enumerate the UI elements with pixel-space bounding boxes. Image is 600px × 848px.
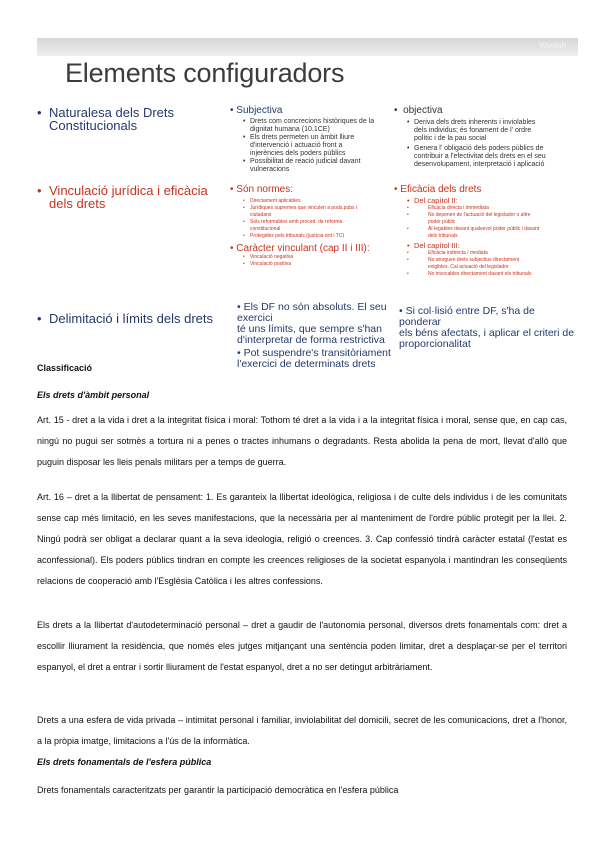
subjectiva-heading: • Subjectiva [230, 105, 283, 116]
eficacia-block [394, 184, 578, 278]
cap3-bullet: • Eficàcia indirecta / mediata [394, 250, 578, 257]
paragraph-art15: Art. 15 - dret a la vida i dret a la integritat física i moral: Tothom té dret a la vida i a la integritat física i moral, sense que, en cap cas, ningú no pugui ser sotmès a tortura ni a penes o tractes inhumans o degradants. Resta abolida la pena de mort, llevat d'allò que puguin disposar les lleis penals militars per a temps de guerra. [37, 415, 567, 467]
limits-bullet: • Pot suspendre's transitòriament l'exercici de determinats drets [237, 347, 391, 370]
section-esfera-publica: Els drets fonamentals de l'esfera pública [37, 757, 212, 767]
son-normes-heading: • Són normes: [230, 184, 293, 195]
cap2-bullet: • Al·legables davant qualsevol poder públic i davant dels tribunals [394, 226, 578, 240]
cap2-bullet: • No depenen de l'actuació del legislador o altre poder públic [394, 212, 578, 226]
son-normes-bullet: • Protegides pels tribunals (justícia ord i TC) [230, 233, 390, 240]
watermark: Wuolah [539, 41, 566, 50]
cap2-heading: • Del capítol II: [394, 197, 578, 205]
caracter-bullet: • Vinculació negativa [230, 254, 390, 261]
cap2-bullet: • Eficàcia directa i immediata [394, 205, 578, 212]
cap3-bullet: • No invocables directament davant els tribunals [394, 271, 578, 278]
subjectiva-bullet: • Els drets permeten un àmbit lliure d'intervenció i actuació front a injerències dels poders públics [230, 134, 390, 158]
limits-bullet: • Els DF no són absoluts. El seu exercici té uns límits, que sempre s'han d'interpretar de forma restrictiva [237, 301, 387, 346]
son-normes-bullet: • Jurídiques supremes que vinculen a pods.pubs i ciutadans [230, 205, 390, 219]
limits-right-bullet: • Si col·lisió entre DF, s'ha de ponderar els béns afectats, i aplicar el criteri de proporcionalitat [399, 305, 575, 350]
slide-top-bar [37, 38, 578, 56]
son-normes-block [230, 184, 390, 268]
caracter-bullet: • Vinculació positiva [230, 261, 390, 268]
objectiva-bullet: • Deriva dels drets inherents i inviolables dels individus; és fonament de l' ordre polític i de la pau social [394, 119, 578, 143]
objectiva-block [394, 105, 578, 169]
eficacia-heading: • Eficàcia dels drets [394, 184, 482, 195]
limits-right-block [399, 306, 579, 350]
paragraph-vida-privada: Drets a una esfera de vida privada – intimitat personal i familiar, inviolabilitat del domicili, secret de les comunicacions, dret a l'honor, a la pròpia imatge, limitacions a l'ús de la informàtica. [37, 715, 567, 746]
son-normes-bullet: • Directament aplicables [230, 198, 390, 205]
left-item-vinculacio: • Vinculació jurídica i eficàcia dels drets [37, 183, 208, 211]
subjectiva-bullet: • Possibilitat de reació judicial davant vulneracions [230, 158, 390, 174]
left-item-naturalesa: • Naturalesa dels Drets Constitucionals [37, 105, 174, 133]
objectiva-heading: • objectiva [394, 105, 443, 116]
left-item-delimitacio: • Delimitació i límits dels drets [37, 311, 213, 326]
subjectiva-block [230, 105, 390, 174]
section-ambit-personal: Els drets d'àmbit personal [37, 390, 150, 400]
son-normes-bullet: • Sols reformables amb proced. de reforma constitucional [230, 219, 390, 233]
cap3-heading: • Del capítol III: [394, 242, 578, 250]
slide-title: Elements configuradors [65, 58, 345, 88]
paragraph-autodeterminacio: Els drets a la llibertat d'autodeterminació personal – dret a gaudir de l'autonomia personal, diversos drets fonamentals com: dret a escollir lliurament la residència, que només eles jutges mitjançant una sentència poden limitar, dret a desplaçar-se per el territori espanyol, el dret a entrar i sortir lliurament de l'estat espanyol, dret a no ser detingut arbitràriament. [37, 620, 567, 672]
paragraph-art16: Art. 16 – dret a la llibertat de pensament: 1. Es garanteix la llibertat ideològica, religiosa i de culte dels individus i de les comunitats sense cap més limitació, en les seves manifestacions, que la necessària per al manteniment de l'ordre públic protegit per la llei. 2. Ningú podrà ser obligat a declarar quant a la seva ideologia, religió o creences. 3. Cap confessió tindrà caràcter estatal (l'estat es aconfessional). Els poders públics tindran en compte les creences religioses de la societat espanyola i mantindran les conseqüents relacions de cooperació amb l'Església Catòlica i les altres confessions. [37, 492, 567, 586]
limits-mid-block [237, 302, 407, 370]
objectiva-bullet: • Genera l' obligació dels poders públics de contribuir a l'efectivitat dels drets en el seu desenvolupament, interpretació i aplicació [394, 145, 578, 169]
section-classificacio: Classificació [37, 363, 93, 373]
subjectiva-bullet: • Drets com concrecions històriques de la dignitat humana (10.1CE) [230, 118, 390, 134]
paragraph-esfera-publica: Drets fonamentals caracteritzats per garantir la participació democràtica en l'esfera pública [37, 785, 399, 795]
cap3-bullet: • No atorguen drets subjectius directament exigibles. Cal actuació del legislador [394, 257, 578, 271]
caracter-heading: • Caràcter vinculant (cap II i III): [230, 243, 370, 254]
